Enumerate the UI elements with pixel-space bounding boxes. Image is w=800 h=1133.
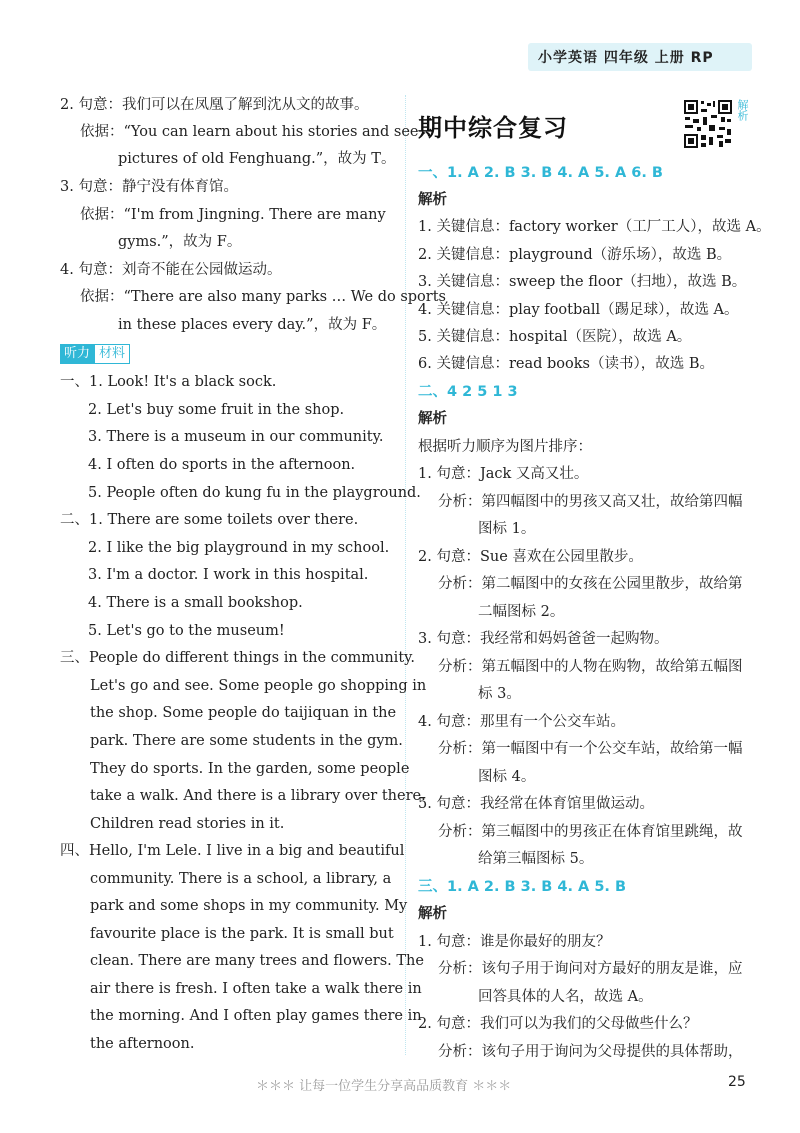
left-line: Let's go and see. Some people go shopping in	[90, 678, 427, 694]
right-line: 5. 关键信息：hospital（医院），故选 A。	[418, 329, 692, 345]
section-label: 解析	[418, 411, 447, 427]
left-line: favourite place is the park. It is small but	[90, 926, 394, 942]
left-line: 4. I often do sports in the afternoon.	[88, 457, 356, 473]
left-line: They do sports. In the garden, some people	[90, 761, 410, 777]
left-line: 4. There is a small bookshop.	[88, 595, 303, 611]
left-line: 5. People often do kung fu in the playground.	[88, 485, 421, 501]
left-line: pictures of old Fenghuang.”，故为 T。	[118, 151, 396, 167]
left-line: the morning. And I often play games there in	[90, 1008, 422, 1024]
right-line: 分析：第一幅图中有一个公交车站，故给第一幅	[438, 741, 743, 757]
left-line: clean. There are many trees and flowers. The	[90, 953, 424, 969]
right-line: 图标 4。	[478, 769, 536, 785]
right-line: 2. 句意：Sue 喜欢在公园里散步。	[418, 549, 643, 565]
answer-row: 一、1. A 2. B 3. B 4. A 5. A 6. B	[418, 165, 663, 181]
page-number: 25	[728, 1074, 746, 1090]
listening-material-tag	[60, 344, 130, 364]
left-line: 3. I'm a doctor. I work in this hospital.	[88, 567, 369, 583]
header-text: 小学英语 四年级 上册 RP	[538, 50, 714, 66]
right-line: 给第三幅图标 5。	[478, 851, 594, 867]
right-line: 4. 句意：那里有一个公交车站。	[418, 714, 625, 730]
answer-row: 三、1. A 2. B 3. B 4. A 5. B	[418, 879, 627, 895]
left-line: gyms.”，故为 F。	[118, 234, 242, 250]
right-line: 根据听力顺序为图片排序：	[418, 439, 592, 455]
right-line: 2. 关键信息：playground（游乐场），故选 B。	[418, 247, 732, 263]
right-line: 5. 句意：我经常在体育馆里做运动。	[418, 796, 654, 812]
right-line: 4. 关键信息：play football（踢足球），故选 A。	[418, 302, 739, 318]
left-line: 二、1. There are some toilets over there.	[60, 512, 359, 528]
right-line: 分析：第二幅图中的女孩在公园里散步，故给第	[438, 576, 743, 592]
left-line: take a walk. And there is a library over there.	[90, 788, 426, 804]
right-line: 分析：该句子用于询问为父母提供的具体帮助，	[438, 1044, 743, 1060]
left-line: 依据：“You can learn about his stories and see	[80, 124, 419, 140]
right-line: 1. 句意：谁是你最好的朋友？	[418, 934, 611, 950]
page-title: 期中综合复习	[418, 114, 568, 142]
answer-row: 二、4 2 5 1 3	[418, 384, 518, 400]
tag-listening: 听力	[60, 344, 94, 364]
right-line: 分析：第四幅图中的男孩又高又壮，故给第四幅	[438, 494, 743, 510]
left-line: 三、People do different things in the community.	[60, 650, 416, 666]
right-line: 3. 关键信息：sweep the floor（扫地），故选 B。	[418, 274, 747, 290]
left-line: park. There are some students in the gym.	[90, 733, 403, 749]
left-line: in these places every day.”，故为 F。	[118, 317, 387, 333]
left-line: 5. Let's go to the museum!	[88, 623, 285, 639]
left-line: 2. 句意：我们可以在凤凰了解到沈从文的故事。	[60, 97, 369, 113]
footer-slogan: ＊＊＊ 让每一位学生分享高品质教育 ＊＊＊	[256, 1079, 512, 1094]
section-label: 解析	[418, 906, 447, 922]
right-line: 分析：第三幅图中的男孩正在体育馆里跳绳，故	[438, 824, 743, 840]
left-line: 依据：“I'm from Jingning. There are many	[80, 207, 386, 223]
qr-side-label: 解析	[736, 99, 749, 121]
left-line: 依据：“There are also many parks … We do sports	[80, 289, 446, 305]
left-line: 3. 句意：静宁没有体育馆。	[60, 179, 238, 195]
right-line: 标 3。	[478, 686, 521, 702]
left-line: the afternoon.	[90, 1036, 195, 1052]
right-line: 1. 句意：Jack 又高又壮。	[418, 466, 589, 482]
right-line: 图标 1。	[478, 521, 536, 537]
left-line: 2. I like the big playground in my school.	[88, 540, 390, 556]
right-line: 3. 句意：我经常和妈妈爸爸一起购物。	[418, 631, 669, 647]
left-line: air there is fresh. I often take a walk there in	[90, 981, 422, 997]
left-line: 2. Let's buy some fruit in the shop.	[88, 402, 345, 418]
left-line: 四、Hello, I'm Lele. I live in a big and beautiful	[60, 843, 405, 859]
left-line: 3. There is a museum in our community.	[88, 429, 384, 445]
right-line: 6. 关键信息：read books（读书），故选 B。	[418, 356, 714, 372]
section-label: 解析	[418, 192, 447, 208]
right-line: 1. 关键信息：factory worker（工厂工人），故选 A。	[418, 219, 771, 235]
left-line: 4. 句意：刘奇不能在公园做运动。	[60, 262, 282, 278]
left-line: Children read stories in it.	[90, 816, 285, 832]
tag-material: 材料	[94, 344, 130, 364]
left-line: park and some shops in my community. My	[90, 898, 408, 914]
left-line: the shop. Some people do taijiquan in the	[90, 705, 397, 721]
right-line: 分析：该句子用于询问对方最好的朋友是谁，应	[438, 961, 743, 977]
right-line: 回答具体的人名，故选 A。	[478, 989, 653, 1005]
left-line: 一、1. Look! It's a black sock.	[60, 374, 277, 390]
right-line: 二幅图标 2。	[478, 604, 565, 620]
right-line: 2. 句意：我们可以为我们的父母做些什么？	[418, 1016, 698, 1032]
right-line: 分析：第五幅图中的人物在购物，故给第五幅图	[438, 659, 743, 675]
qr-code-icon	[683, 99, 733, 149]
left-line: community. There is a school, a library, a	[90, 871, 392, 887]
